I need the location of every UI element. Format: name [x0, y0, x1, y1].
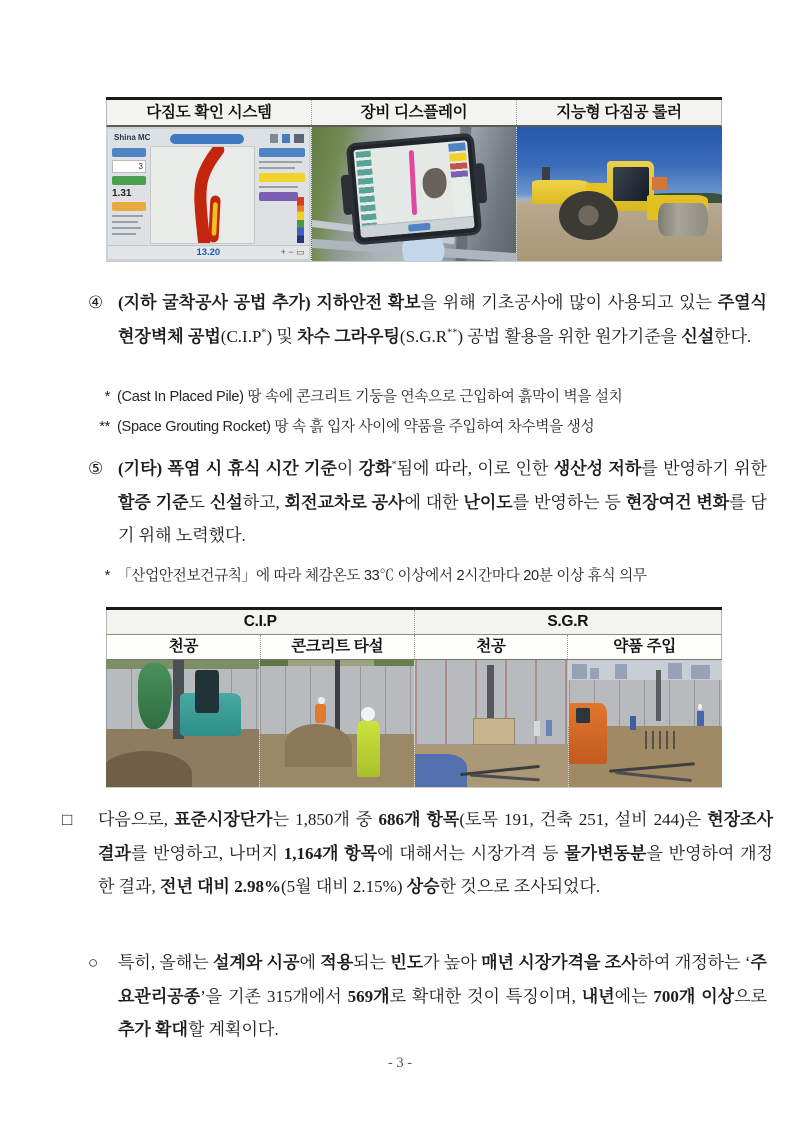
excavation-methods-table — [106, 607, 722, 788]
item-number-4: ④ — [88, 293, 104, 312]
method-photo-row — [106, 660, 722, 788]
smart-compaction-header-row — [106, 100, 722, 127]
footnote-text: 「산업안전보건규칙」에 따라 체감온도 33℃ 이상에서 2시간마다 20분 이상 휴식 의무 — [117, 568, 647, 584]
paragraph-managed-items-expansion-text: 특히, 올해는 설계와 시공에 적용되는 빈도가 높아 매년 시장가격을 조사하여 개정하는 ‘주요관리공종’을 기존 315개에서 569개로 확대한 것이 특징이며, 내년에는 700개 이상으로 추가 확대할 계획이다. — [118, 953, 767, 1039]
ui-banner — [170, 134, 244, 144]
green-tarp — [138, 663, 172, 729]
ui-left-value: 1.31 — [112, 188, 132, 199]
ui-screen — [108, 129, 309, 259]
footnotes-cip-sgr — [63, 382, 737, 442]
paragraph-standard-market-price-text: 다음으로, 표준시장단가는 1,850개 중 686개 항목(토목 191, 건축 251, 설비 244)은 현장조사 결과를 반영하고, 나머지 1,164개 항목에 대해서는 시장가격 등 물가변동분을 반영하여 개정한 결과, 전년 대비 2.98%(5월 대비 2.15%) 상승한 것으로 조사되었다. — [98, 810, 773, 896]
screen-reflection — [421, 166, 448, 198]
hose — [615, 771, 692, 782]
injection-mast — [656, 670, 661, 721]
method-group-row — [106, 610, 722, 635]
paragraph-heatwave-rest-text: (기타) 폭염 시 휴식 시간 기준이 강화*됨에 따라, 이로 인한 생산성 저하를 반영하기 위한 할증 기준도 신설하고, 회전교차로 공사에 대한 난이도를 반영하는 등 현장여건 변화를 담기 위해 노력했다. — [118, 459, 767, 545]
worker — [697, 711, 704, 726]
paragraph-standard-market-price — [62, 803, 773, 904]
building-silhouette — [691, 665, 709, 679]
group-header-sgr: S.G.R — [414, 610, 722, 634]
cab-window — [613, 167, 649, 201]
worker-orange-vest — [315, 704, 326, 723]
hose — [470, 774, 541, 782]
paragraph-heatwave-rest — [88, 452, 767, 553]
step-header-chemical-injection: 약품 주입 — [567, 635, 721, 659]
blue-tarp — [415, 754, 467, 787]
step-header-drilling-sgr: 천공 — [414, 635, 568, 659]
worker — [534, 721, 540, 736]
building-silhouette — [572, 664, 587, 679]
footnote-text: (Space Grouting Rocket) 땅 속 흙 입자 사이에 약품을 주입하여 차수벽을 생성 — [117, 419, 595, 435]
zoom-controls: + − ▭ — [280, 247, 305, 257]
building-silhouette — [615, 664, 627, 679]
photo-sgr-drilling — [414, 660, 568, 787]
guidance-path-line — [408, 150, 416, 215]
group-header-cip: C.I.P — [243, 613, 277, 630]
header-equipment-display: 장비 디스플레이 — [311, 100, 516, 125]
worker-yellow-vest — [357, 721, 380, 777]
building-silhouette — [668, 663, 682, 680]
method-step-row — [106, 635, 722, 660]
tablet-screen — [353, 140, 474, 238]
footnote-safety-rule — [63, 561, 737, 591]
header-compaction-check-system: 다짐도 확인 시스템 — [146, 104, 272, 121]
step-header-concrete-pour: 콘크리트 타설 — [260, 635, 414, 659]
smart-compaction-table — [106, 97, 722, 262]
photo-concrete-pouring — [259, 660, 413, 787]
footnote-text: (Cast In Placed Pile) 땅 속에 콘크리트 기둥을 연속으로 근입하여 흙막이 벽을 설치 — [117, 389, 623, 405]
footnote-cip — [63, 382, 737, 412]
photo-equipment-display — [311, 127, 517, 261]
footnote-marker: ** — [99, 419, 110, 435]
header-intelligent-roller: 지능형 다짐공 롤러 — [516, 100, 721, 125]
safety-helmet — [318, 697, 325, 705]
ui-map-area — [150, 146, 255, 244]
footnote-marker: * — [104, 568, 110, 584]
ui-bottom-bar — [108, 245, 309, 259]
page-number: - 3 - — [387, 1055, 413, 1071]
photo-compaction-check-system — [106, 127, 311, 261]
compaction-path-plot — [151, 147, 254, 243]
step-header-drilling-cip: 천공 — [168, 638, 199, 655]
photo-intelligent-roller — [516, 127, 722, 261]
worker — [546, 720, 552, 737]
roller-rear-wheel — [559, 191, 618, 239]
drilling-rig-base — [473, 718, 515, 744]
injection-pipes — [645, 731, 676, 749]
building-silhouette — [590, 668, 599, 679]
road-roller — [532, 159, 712, 239]
tablet-device — [346, 132, 482, 245]
paragraph-excavation-method-text: (지하 굴착공사 공법 추가) 지하안전 확보을 위해 기초공사에 많이 사용되고 있는 주열식 현장벽체 공법(C.I.P*) 및 차수 그라우팅(S.G.R**) 공법 활용을 위한 원가기준을 신설한다. — [118, 293, 767, 346]
photo-chemical-injection — [568, 660, 722, 787]
paragraph-excavation-method — [88, 286, 767, 353]
footnote-sgr — [63, 412, 737, 442]
ui-toolbar-icons — [270, 134, 304, 143]
ui-bottom-value: 13.20 — [196, 247, 221, 258]
worker — [630, 716, 636, 730]
footnote-marker: * — [104, 389, 110, 405]
ui-brand-label: Shina MC — [114, 133, 151, 142]
item-number-5: ⑤ — [88, 459, 104, 478]
circle-bullet: ○ — [88, 953, 99, 972]
roller-drum — [658, 203, 708, 237]
photo-cip-drilling — [106, 660, 259, 787]
ui-left-panel: 3 1.31 — [112, 148, 146, 244]
smart-compaction-photo-row — [106, 127, 722, 262]
dirt-mound — [106, 751, 192, 787]
paragraph-managed-items-expansion — [88, 946, 767, 1047]
ui-right-panel — [259, 148, 305, 244]
color-legend — [297, 197, 304, 243]
square-bullet: □ — [62, 810, 73, 829]
